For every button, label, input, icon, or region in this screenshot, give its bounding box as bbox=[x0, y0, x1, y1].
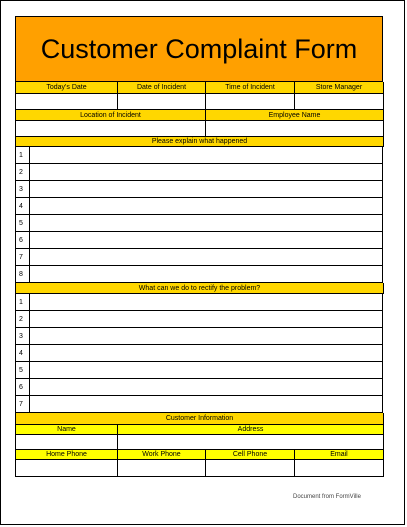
form-title: Customer Complaint Form bbox=[15, 16, 383, 82]
line-number: 4 bbox=[16, 198, 30, 215]
rectify-line bbox=[15, 345, 383, 362]
todays-date-label: Today's Date bbox=[16, 82, 118, 94]
explain-line-field[interactable] bbox=[30, 249, 383, 266]
explain-line-field[interactable] bbox=[30, 198, 383, 215]
explain-section-header bbox=[15, 137, 383, 147]
rectify-line-field[interactable] bbox=[30, 294, 383, 311]
store-manager-label: Store Manager bbox=[295, 82, 384, 94]
line-number: 6 bbox=[16, 232, 30, 249]
date-of-incident-field[interactable] bbox=[118, 94, 206, 110]
location-input-row bbox=[15, 121, 383, 137]
rectify-section-header bbox=[15, 283, 383, 294]
location-of-incident-label: Location of Incident bbox=[16, 110, 206, 121]
explain-line-field[interactable] bbox=[30, 164, 383, 181]
line-number: 7 bbox=[16, 396, 30, 413]
line-number: 1 bbox=[16, 147, 30, 164]
explain-line bbox=[15, 249, 383, 266]
line-number: 2 bbox=[16, 311, 30, 328]
date-of-incident-label: Date of Incident bbox=[118, 82, 206, 94]
customer-name-field[interactable] bbox=[16, 435, 118, 450]
time-of-incident-field[interactable] bbox=[206, 94, 295, 110]
customer-section-label: Customer Information bbox=[16, 413, 384, 425]
line-number: 8 bbox=[16, 266, 30, 283]
rectify-line-field[interactable] bbox=[30, 311, 383, 328]
todays-date-field[interactable] bbox=[16, 94, 118, 110]
explain-section-label: Please explain what happened bbox=[16, 137, 384, 147]
rectify-line-field[interactable] bbox=[30, 362, 383, 379]
rectify-line bbox=[15, 328, 383, 345]
cell-phone-field[interactable] bbox=[206, 460, 295, 477]
rectify-line bbox=[15, 362, 383, 379]
customer-name-label: Name bbox=[16, 425, 118, 435]
explain-line bbox=[15, 232, 383, 249]
email-field[interactable] bbox=[295, 460, 384, 477]
complaint-form bbox=[15, 16, 383, 477]
explain-line-field[interactable] bbox=[30, 181, 383, 198]
rectify-line-field[interactable] bbox=[30, 379, 383, 396]
line-number: 5 bbox=[16, 362, 30, 379]
explain-line-field[interactable] bbox=[30, 266, 383, 283]
work-phone-label: Work Phone bbox=[118, 450, 206, 460]
customer-address-field[interactable] bbox=[118, 435, 384, 450]
rectify-line-field[interactable] bbox=[30, 345, 383, 362]
explain-line bbox=[15, 215, 383, 232]
email-label: Email bbox=[295, 450, 384, 460]
rectify-line-field[interactable] bbox=[30, 328, 383, 345]
line-number: 1 bbox=[16, 294, 30, 311]
rectify-line bbox=[15, 311, 383, 328]
line-number: 7 bbox=[16, 249, 30, 266]
customer-contact-row bbox=[15, 460, 383, 477]
cell-phone-label: Cell Phone bbox=[206, 450, 295, 460]
employee-name-label: Employee Name bbox=[206, 110, 384, 121]
location-header-row bbox=[15, 110, 383, 121]
home-phone-label: Home Phone bbox=[16, 450, 118, 460]
line-number: 3 bbox=[16, 328, 30, 345]
explain-line bbox=[15, 198, 383, 215]
location-of-incident-field[interactable] bbox=[16, 121, 206, 137]
explain-line-field[interactable] bbox=[30, 232, 383, 249]
line-number: 6 bbox=[16, 379, 30, 396]
info-header-row bbox=[15, 82, 383, 94]
customer-address-label: Address bbox=[118, 425, 384, 435]
footer-credit: Document from FormVille bbox=[293, 494, 361, 500]
explain-line bbox=[15, 266, 383, 283]
time-of-incident-label: Time of Incident bbox=[206, 82, 295, 94]
customer-contact-header bbox=[15, 450, 383, 460]
info-input-row bbox=[15, 94, 383, 110]
rectify-line-field[interactable] bbox=[30, 396, 383, 413]
customer-name-address-header bbox=[15, 425, 383, 435]
rectify-line bbox=[15, 379, 383, 396]
rectify-line bbox=[15, 396, 383, 413]
rectify-line bbox=[15, 294, 383, 311]
customer-name-address-row bbox=[15, 435, 383, 450]
customer-section-header bbox=[15, 413, 383, 425]
line-number: 4 bbox=[16, 345, 30, 362]
work-phone-field[interactable] bbox=[118, 460, 206, 477]
explain-line bbox=[15, 147, 383, 164]
explain-line-field[interactable] bbox=[30, 147, 383, 164]
line-number: 2 bbox=[16, 164, 30, 181]
employee-name-field[interactable] bbox=[206, 121, 384, 137]
rectify-section-label: What can we do to rectify the problem? bbox=[16, 283, 384, 294]
explain-line bbox=[15, 181, 383, 198]
line-number: 3 bbox=[16, 181, 30, 198]
store-manager-field[interactable] bbox=[295, 94, 384, 110]
explain-line-field[interactable] bbox=[30, 215, 383, 232]
home-phone-field[interactable] bbox=[16, 460, 118, 477]
line-number: 5 bbox=[16, 215, 30, 232]
explain-line bbox=[15, 164, 383, 181]
